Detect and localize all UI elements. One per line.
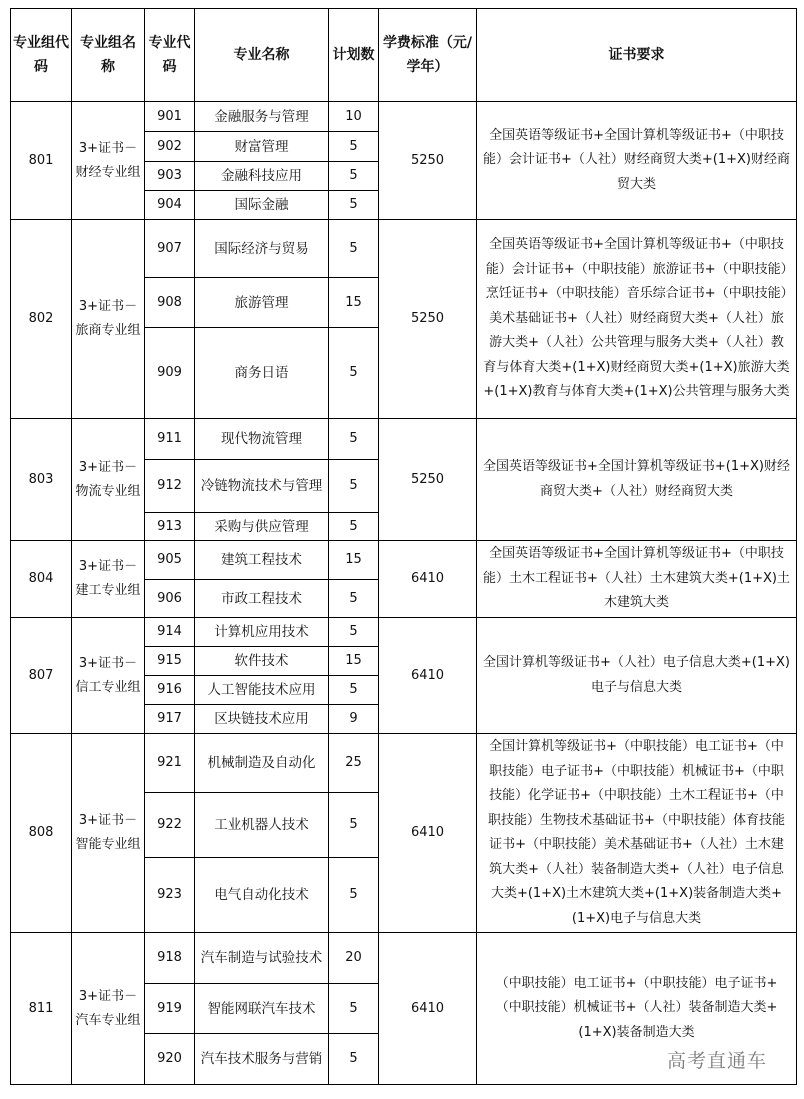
cert-requirement: 全国英语等级证书+全国计算机等级证书+(1+X)财经商贸大类+（人社）财经商贸大类: [477, 419, 797, 541]
group-name: 3+证书－信工专业组: [72, 618, 145, 734]
major-code: 914: [145, 618, 195, 647]
major-name: 旅游管理: [195, 278, 329, 328]
major-name: 电气自动化技术: [195, 858, 329, 933]
group-code: 808: [11, 734, 72, 933]
header-group-name: 专业组名称: [72, 9, 145, 102]
group-name: 3+证书－智能专业组: [72, 734, 145, 933]
group-code: 801: [11, 102, 72, 220]
group-code: 804: [11, 541, 72, 618]
major-code: 907: [145, 220, 195, 278]
table-row: [11, 933, 797, 984]
table-row: [11, 734, 797, 793]
header-major-name: 专业名称: [195, 9, 329, 102]
group-name: 3+证书－汽车专业组: [72, 933, 145, 1085]
plan-count: 5: [329, 984, 379, 1034]
major-code: 917: [145, 705, 195, 734]
cert-requirement: 全国英语等级证书+全国计算机等级证书+（中职技能）会计证书+（中职技能）旅游证书+（中职技能）烹饪证书+（中职技能）音乐综合证书+（中职技能）美术基础证书+（人社）财经商贸大类+（人社）旅游大类+（人社）公共管理与服务大类+（人社）教育与体育大类+(1+X)财经商贸大类+(1+X)旅游大类+(1+X)教育与体育大类+(1+X)公共管理与服务大类: [477, 220, 797, 419]
group-code: 802: [11, 220, 72, 419]
major-code: 916: [145, 676, 195, 705]
group-code: 807: [11, 618, 72, 734]
cert-requirement: 全国英语等级证书+全国计算机等级证书+（中职技能）会计证书+（人社）财经商贸大类+(1+X)财经商贸大类: [477, 102, 797, 220]
plan-count: 10: [329, 102, 379, 132]
major-name: 国际金融: [195, 191, 329, 220]
tuition: 6410: [379, 933, 477, 1085]
major-code: 913: [145, 513, 195, 541]
plan-count: 5: [329, 460, 379, 513]
tuition: 5250: [379, 419, 477, 541]
tuition: 6410: [379, 618, 477, 734]
group-code: 811: [11, 933, 72, 1085]
plan-count: 15: [329, 647, 379, 676]
header-group-code: 专业组代码: [11, 9, 72, 102]
plan-count: 20: [329, 933, 379, 984]
enrollment-plan-table: [10, 8, 797, 1085]
group-name: 3+证书－财经专业组: [72, 102, 145, 220]
major-code: 901: [145, 102, 195, 132]
tuition: 6410: [379, 734, 477, 933]
plan-count: 5: [329, 220, 379, 278]
major-code: 904: [145, 191, 195, 220]
major-name: 冷链物流技术与管理: [195, 460, 329, 513]
major-name: 汽车制造与试验技术: [195, 933, 329, 984]
major-code: 906: [145, 580, 195, 618]
table-row: [11, 541, 797, 580]
major-code: 923: [145, 858, 195, 933]
watermark: 高考直通车: [667, 1050, 768, 1072]
header-major-code: 专业代码: [145, 9, 195, 102]
plan-count: 5: [329, 793, 379, 858]
major-name: 机械制造及自动化: [195, 734, 329, 793]
cert-requirement: 全国计算机等级证书+（中职技能）电工证书+（中职技能）电子证书+（中职技能）机械证书+（中职技能）化学证书+（中职技能）土木工程证书+（中职技能）生物技术基础证书+（中职技能）体育技能证书+（中职技能）美术基础证书+（人社）土木建筑大类+（人社）装备制造大类+（人社）电子信息大类+(1+X)土木建筑大类+(1+X)装备制造大类+(1+X)电子与信息大类: [477, 734, 797, 933]
cert-requirement: 全国英语等级证书+全国计算机等级证书+（中职技能）土木工程证书+（人社）土木建筑大类+(1+X)土木建筑大类: [477, 541, 797, 618]
header-cert: 证书要求: [477, 9, 797, 102]
tuition: 5250: [379, 102, 477, 220]
major-name: 区块链技术应用: [195, 705, 329, 734]
major-code: 905: [145, 541, 195, 580]
plan-count: 9: [329, 705, 379, 734]
major-code: 922: [145, 793, 195, 858]
major-name: 金融服务与管理: [195, 102, 329, 132]
major-name: 智能网联汽车技术: [195, 984, 329, 1034]
major-name: 市政工程技术: [195, 580, 329, 618]
plan-count: 5: [329, 191, 379, 220]
major-name: 国际经济与贸易: [195, 220, 329, 278]
major-code: 903: [145, 162, 195, 191]
plan-count: 5: [329, 132, 379, 162]
major-code: 912: [145, 460, 195, 513]
major-code: 920: [145, 1034, 195, 1085]
plan-count: 5: [329, 580, 379, 618]
plan-count: 5: [329, 513, 379, 541]
group-name: 3+证书－物流专业组: [72, 419, 145, 541]
tuition: 5250: [379, 220, 477, 419]
major-name: 汽车技术服务与营销: [195, 1034, 329, 1085]
major-code: 902: [145, 132, 195, 162]
major-name: 金融科技应用: [195, 162, 329, 191]
table-row: [11, 618, 797, 647]
plan-count: 25: [329, 734, 379, 793]
header-tuition: 学费标准（元/学年）: [379, 9, 477, 102]
major-name: 工业机器人技术: [195, 793, 329, 858]
plan-count: 5: [329, 162, 379, 191]
table-row: [11, 102, 797, 132]
major-name: 财富管理: [195, 132, 329, 162]
major-name: 采购与供应管理: [195, 513, 329, 541]
major-name: 现代物流管理: [195, 419, 329, 460]
plan-count: 5: [329, 1034, 379, 1085]
major-name: 计算机应用技术: [195, 618, 329, 647]
plan-count: 5: [329, 328, 379, 419]
major-code: 911: [145, 419, 195, 460]
major-code: 908: [145, 278, 195, 328]
major-code: 909: [145, 328, 195, 419]
plan-count: 15: [329, 278, 379, 328]
major-code: 921: [145, 734, 195, 793]
plan-count: 5: [329, 858, 379, 933]
table-row: [11, 419, 797, 460]
major-code: 915: [145, 647, 195, 676]
major-name: 人工智能技术应用: [195, 676, 329, 705]
header-row: [11, 9, 797, 102]
cert-requirement: 全国计算机等级证书+（人社）电子信息大类+(1+X)电子与信息大类: [477, 618, 797, 734]
group-name: 3+证书－建工专业组: [72, 541, 145, 618]
major-name: 软件技术: [195, 647, 329, 676]
tuition: 6410: [379, 541, 477, 618]
group-code: 803: [11, 419, 72, 541]
plan-count: 15: [329, 541, 379, 580]
major-code: 919: [145, 984, 195, 1034]
major-name: 商务日语: [195, 328, 329, 419]
major-name: 建筑工程技术: [195, 541, 329, 580]
cert-requirement: （中职技能）电工证书+（中职技能）电子证书+（中职技能）机械证书+（人社）装备制造大类+(1+X)装备制造大类: [477, 933, 797, 1085]
plan-count: 5: [329, 618, 379, 647]
group-name: 3+证书－旅商专业组: [72, 220, 145, 419]
table-row: [11, 220, 797, 278]
header-plan: 计划数: [329, 9, 379, 102]
plan-count: 5: [329, 419, 379, 460]
major-code: 918: [145, 933, 195, 984]
plan-count: 5: [329, 676, 379, 705]
